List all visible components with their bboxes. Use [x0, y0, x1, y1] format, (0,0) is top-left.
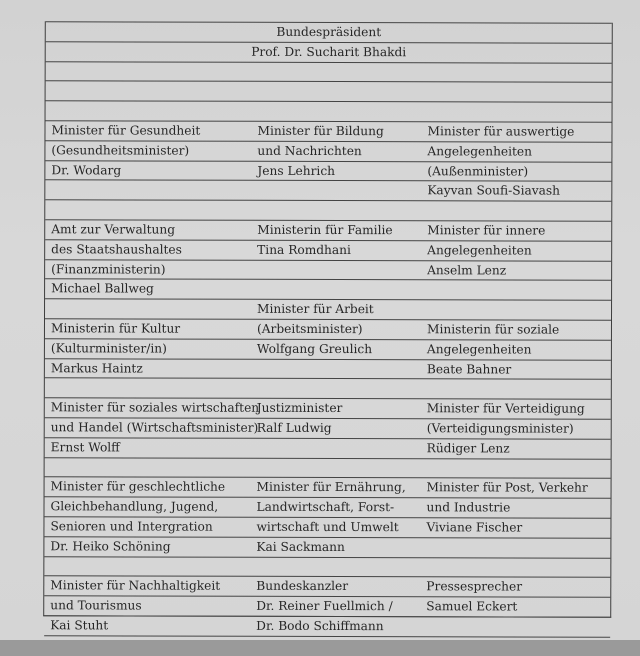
- table-cell: Angelegenheiten: [427, 243, 532, 258]
- table-cell: Dr. Heiko Schöning: [50, 539, 171, 554]
- table-row: [45, 219, 611, 240]
- table-cell: Minister für Verteidigung: [426, 401, 585, 416]
- table-cell: (Arbeitsminister): [256, 321, 363, 337]
- table-row: [46, 100, 612, 121]
- table-cell: Viviane Fischer: [426, 520, 523, 535]
- table-row: [45, 457, 611, 478]
- table-cell: Senioren und Intergration: [50, 519, 213, 534]
- table-row: [46, 61, 612, 82]
- table-row: [45, 318, 611, 339]
- table-row: [45, 199, 611, 220]
- table-cell: Markus Haintz: [50, 360, 143, 376]
- header-title-row: [46, 21, 612, 42]
- table-cell: Kai Sackmann: [256, 539, 345, 554]
- table-row: [45, 160, 611, 181]
- table-cell: Ministerin für soziale: [426, 322, 560, 337]
- table-cell: Ernst Wolff: [50, 440, 120, 455]
- table-row: [45, 298, 611, 319]
- table-cell: Minister für auswertige: [427, 124, 575, 139]
- table-cell: Kayvan Soufi-Siavash: [427, 183, 561, 198]
- table-row: [44, 615, 610, 636]
- table-row: [45, 397, 611, 418]
- table-cell: und Industrie: [426, 500, 511, 515]
- table-cell: Rüdiger Lenz: [426, 441, 510, 456]
- table-cell: Tina Romdhani: [257, 242, 351, 257]
- table-cell: (Finanzministerin): [51, 261, 166, 277]
- table-cell: (Verteidigungsminister): [426, 421, 574, 436]
- table-cell: Minister für soziales wirtschaften: [50, 400, 260, 416]
- table-cell: (Gesundheitsminister): [51, 143, 190, 158]
- table-cell: Ministerin für Familie: [257, 222, 393, 238]
- table-row: [44, 516, 610, 537]
- table-row: [45, 259, 611, 280]
- table-cell: (Außenminister): [427, 163, 529, 179]
- table-cell: Amt zur Verwaltung: [51, 222, 176, 237]
- table-cell: und Nachrichten: [257, 143, 362, 158]
- table-cell: wirtschaft und Umwelt: [256, 519, 399, 535]
- table-cell: und Tourismus: [50, 598, 142, 613]
- table-row: [45, 279, 611, 300]
- table-cell: Dr. Wodarg: [51, 162, 122, 178]
- table-cell: Minister für Ernährung,: [256, 480, 406, 495]
- table-row: [44, 595, 610, 616]
- header-president: Prof. Dr. Sucharit Bhakdi: [251, 44, 407, 60]
- table-row: [44, 536, 610, 557]
- table-cell: Michael Ballweg: [51, 281, 154, 296]
- table-cell: Minister für Bildung: [257, 123, 384, 139]
- table-row: [45, 378, 611, 399]
- table-cell: Anselm Lenz: [427, 262, 507, 278]
- table-row: [45, 120, 611, 141]
- table-row: [45, 437, 611, 458]
- table-row: [45, 140, 611, 161]
- table-row: [45, 358, 611, 379]
- table-cell: Samuel Eckert: [426, 599, 518, 614]
- table-row: [44, 496, 610, 517]
- table-row: [44, 576, 610, 597]
- table-cell: Kai Stuht: [50, 618, 109, 633]
- table-cell: Angelegenheiten: [426, 342, 532, 357]
- table-cell: (Kulturminister/in): [50, 341, 167, 356]
- header-title: Bundespräsident: [276, 24, 382, 40]
- table-cell: Landwirtschaft, Forst-: [256, 500, 395, 515]
- table-cell: Ministerin für Kultur: [50, 321, 181, 336]
- table-cell: Ralf Ludwig: [256, 420, 332, 436]
- table-cell: Minister für Nachhaltigkeit: [50, 578, 221, 594]
- table-cell: und Handel (Wirtschaftsminister): [50, 420, 259, 435]
- table-cell: Minister für Post, Verkehr: [426, 480, 588, 496]
- table-cell: Dr. Reiner Fuellmich /: [256, 599, 393, 614]
- table-row: [44, 556, 610, 577]
- table-cell: des Staatshaushaltes: [51, 242, 182, 257]
- cabinet-table: [43, 21, 613, 634]
- table-cell: Wolfgang Greulich: [256, 341, 373, 356]
- table-cell: Bundeskanzler: [256, 579, 349, 594]
- table-cell: Angelegenheiten: [427, 144, 533, 159]
- table-cell: Beate Bahner: [426, 361, 512, 377]
- table-cell: Gleichbehandlung, Jugend,: [50, 499, 219, 514]
- table-cell: Minister für geschlechtliche: [50, 479, 226, 495]
- table-cell: Justizminister: [256, 401, 343, 416]
- table-cell: Jens Lehrich: [257, 163, 336, 178]
- table-cell: Minister für Gesundheit: [51, 123, 201, 138]
- table-row: [45, 239, 611, 260]
- table-cell: Minister für innere: [427, 223, 546, 238]
- table-row: [46, 81, 612, 102]
- table-row: [45, 477, 611, 498]
- table-cell: Pressesprecher: [426, 579, 523, 594]
- table-row: [45, 338, 611, 359]
- table-row: [45, 417, 611, 438]
- table-cell: Minister für Arbeit: [257, 302, 374, 317]
- header-president-row: [46, 41, 612, 62]
- table-row: [45, 180, 611, 201]
- table-row: [44, 635, 610, 656]
- table-cell: Dr. Bodo Schiffmann: [256, 618, 384, 634]
